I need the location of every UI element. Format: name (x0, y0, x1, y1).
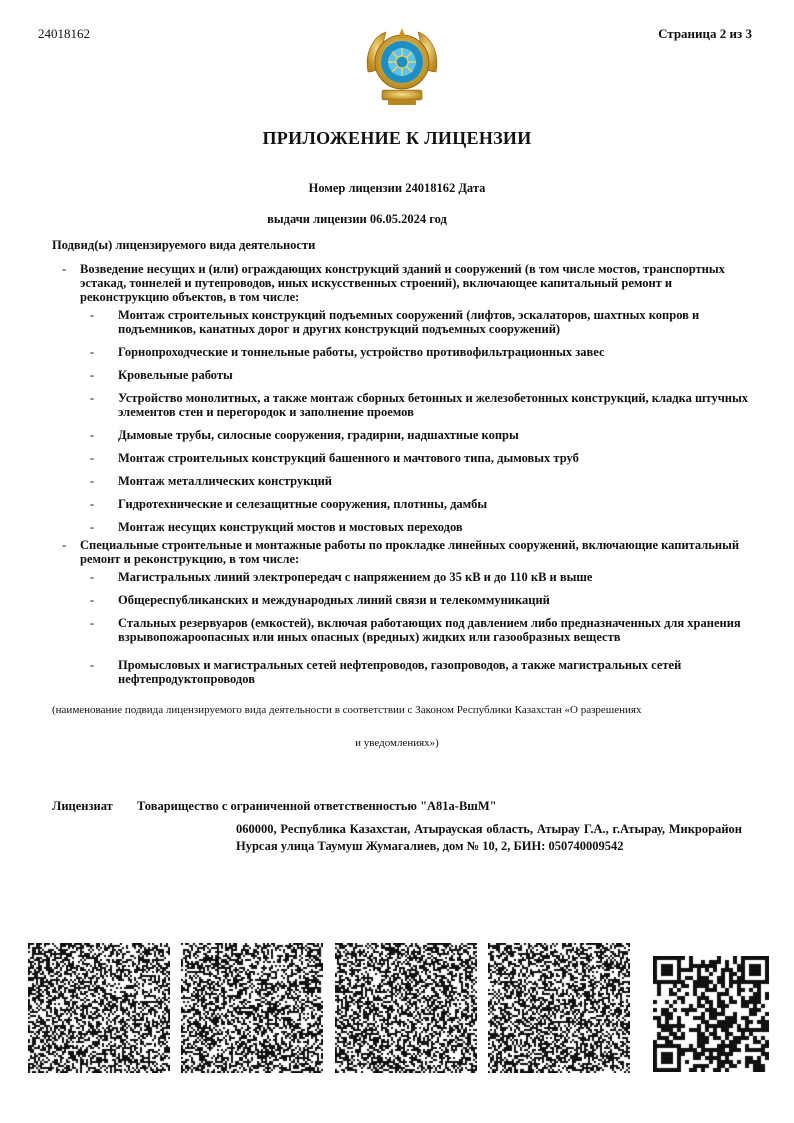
subtype-text: Монтаж строительных конструкций башенного и мачтового типа, дымовых труб (118, 451, 579, 465)
subtype-text: Монтаж металлических конструкций (118, 474, 333, 488)
subtype-item: - Монтаж строительных конструкций подъемных сооружений (лифтов, эскалаторов, шахтных копров и подъемников, канатных дорог и других конструкций подъемных сооружений) (52, 308, 764, 336)
licensee-label: Лицензиат (52, 799, 113, 813)
subtype-item: - Монтаж строительных конструкций башенного и мачтового типа, дымовых труб (52, 451, 764, 465)
subtype-item: - Стальных резервуаров (емкостей), включая работающих под давлением либо предназначенных для хранения взрывопожароопасных или иных опасных (вредных) жидких или газообразных веществ (52, 616, 764, 644)
subtype-text: Кровельные работы (118, 368, 233, 382)
subtype-text: Устройство монолитных, а также монтаж сборных бетонных и железобетонных конструкций, кладка штучных элементов стен и перегородок и заполнение проемов (118, 391, 749, 419)
barcode-3 (335, 943, 477, 1073)
subtype-item: - Промысловых и магистральных сетей нефтепроводов, газопроводов, а также магистральных сетей нефтепродуктопроводов (52, 658, 764, 686)
subtype-text: Промысловых и магистральных сетей нефтепроводов, газопроводов, а также магистральных сетей нефтепродуктопроводов (118, 658, 682, 686)
subtype-text: Горнопроходческие и тоннельные работы, устройство противофильтрационных завес (118, 345, 605, 359)
category-text: Специальные строительные и монтажные работы по прокладке линейных сооружений, включающие капитальный ремонт и реконструкцию, в том числе: (80, 538, 740, 566)
subtype-item: - Общереспубликанских и международных линий связи и телекоммуникаций (52, 593, 764, 607)
subtype-item: - Горнопроходческие и тоннельные работы, устройство противофильтрационных завес (52, 345, 764, 359)
subtype-item: - Гидротехнические и селезащитные сооружения, плотины, дамбы (52, 497, 764, 511)
subtype-item: - Устройство монолитных, а также монтаж сборных бетонных и железобетонных конструкций, кладка штучных элементов стен и перегородок и заполнение проемов (52, 391, 764, 419)
license-date-line: выдачи лицензии 06.05.2024 год (267, 212, 447, 226)
section-heading: Подвид(ы) лицензируемого вида деятельности (52, 238, 316, 252)
subtype-item: - Дымовые трубы, силосные сооружения, градирни, надшахтные копры (52, 428, 764, 442)
licensee-address: 060000, Республика Казахстан, Атырауская область, Атырау Г.А., г.Атырау, Микрорайон Нурсая улица Таумуш Жумагалиев, дом № 10, 2, БИН: 050740009542 (236, 822, 742, 853)
barcode-1 (28, 943, 170, 1073)
barcode-4 (488, 943, 630, 1073)
category-item: - Специальные строительные и монтажные работы по прокладке линейных сооружений, включающие капитальный ремонт и реконструкцию, в том числе: (52, 538, 764, 566)
subtype-text: Общереспубликанских и международных линий связи и телекоммуникаций (118, 593, 550, 607)
page-title: ПРИЛОЖЕНИЕ К ЛИЦЕНЗИИ (262, 128, 532, 148)
subtype-text: Гидротехнические и селезащитные сооружения, плотины, дамбы (118, 497, 488, 511)
subtype-text: Дымовые трубы, силосные сооружения, градирни, надшахтные копры (118, 428, 519, 442)
category-item: - Возведение несущих и (или) ограждающих конструкций зданий и сооружений (в том числе мостов, транспортных эстакад, тоннелей и путепроводов, иных искусственных строений), включающее капитальный ремонт и реконструкцию объектов, в том числе: (52, 262, 764, 304)
subtype-item: - Магистральных линий электропередач с напряжением до 35 кВ и до 110 кВ и выше (52, 570, 764, 584)
page-indicator: Страница 2 из 3 (658, 26, 752, 41)
licensee-name: Товарищество с ограниченной ответственностью "A81a-ВшМ" (137, 799, 497, 813)
activity-list (52, 262, 764, 695)
qr-code-icon (653, 956, 769, 1072)
subtype-text: Магистральных линий электропередач с напряжением до 35 кВ и до 110 кВ и выше (118, 570, 593, 584)
document-number: 24018162 (38, 26, 90, 41)
kazakhstan-state-emblem-icon (362, 22, 442, 108)
subtype-item: - Кровельные работы (52, 368, 764, 382)
subtype-item: - Монтаж металлических конструкций (52, 474, 764, 488)
license-number-line: Номер лицензии 24018162 Дата (308, 181, 486, 195)
subtype-text: Монтаж строительных конструкций подъемных сооружений (лифтов, эскалаторов, шахтных копров и подъемников, канатных дорог и других конструкций подъемных сооружений) (118, 308, 700, 336)
category-text: Возведение несущих и (или) ограждающих конструкций зданий и сооружений (в том числе мостов, транспортных эстакад, тоннелей и путепроводов, иных искусственных строений), включающее капитальный ремонт и реконструкцию объектов, в том числе: (80, 262, 725, 304)
subtype-text: Стальных резервуаров (емкостей), включая работающих под давлением либо предназначенных для хранения взрывопожароопасных или иных опасных (вредных) жидких или газообразных веществ (118, 616, 741, 644)
subtype-item: - Монтаж несущих конструкций мостов и мостовых переходов (52, 520, 764, 534)
barcode-2 (181, 943, 323, 1073)
footnote: (наименование подвида лицензируемого вида деятельности в соответствии с Законом Республики Казахстан «О разрешениях (52, 704, 642, 716)
subtype-text: Монтаж несущих конструкций мостов и мостовых переходов (118, 520, 463, 534)
footnote-tail: и уведомлениях») (355, 737, 439, 749)
